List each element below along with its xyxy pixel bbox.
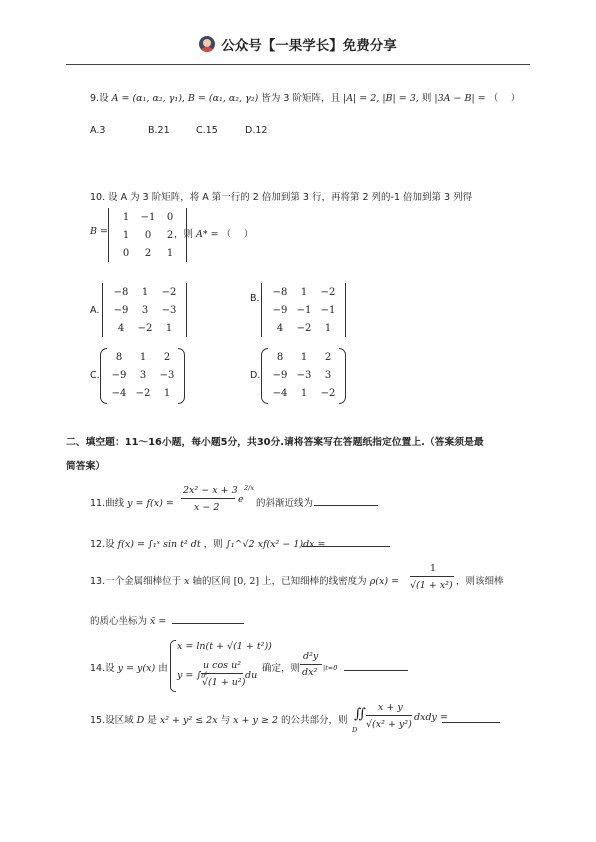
matrix-cell-r3c2: 2 (144, 247, 152, 259)
q11-tail: 的斜渐近线为 (256, 498, 314, 509)
question-9 (90, 90, 520, 104)
q11-exp-base: e (238, 494, 244, 505)
matrix-cell-r3c1: −4 (111, 387, 127, 399)
q11-numerator: 2x² − x + 3 (183, 485, 238, 496)
matrix-cell-r1c1: 8 (115, 351, 123, 363)
matrix-cell-r1c3: 2 (324, 351, 332, 363)
q9-option-b: B.21 (148, 125, 170, 136)
q15-region: D (352, 726, 358, 734)
q13-mid: 轴的区间 (192, 576, 231, 587)
q14-equation-2-num: u cos u² (203, 660, 241, 671)
matrix-entries (268, 283, 340, 337)
q15-stem: 15.设区域 (90, 715, 134, 726)
matrix-cell-r3c3: 1 (324, 322, 332, 334)
q10-then (174, 226, 253, 240)
q14-equation-1: x = ln(t + √(1 + t²)) (177, 641, 272, 652)
matrix-cell-r1c2: 1 (300, 351, 308, 363)
q13-denominator: √(1 + x²) (410, 580, 453, 591)
q9-condition: |A| = 2, |B| = 3, (343, 93, 419, 104)
matrix-cell-r2c3: −3 (161, 304, 177, 316)
matrix-entries (268, 348, 340, 402)
q15-and: 与 (220, 715, 231, 726)
q10-option-d-label: D. (250, 370, 261, 381)
matrix-right-bracket (178, 348, 185, 404)
q10-b-label (90, 226, 108, 237)
q15-answer-blank (442, 722, 500, 723)
page-header (0, 34, 596, 60)
matrix-left-bracket (100, 348, 107, 404)
matrix-cell-r2c3: 3 (324, 369, 332, 381)
matrix-cell-r2c1: 1 (122, 229, 130, 241)
avatar-icon (199, 36, 215, 52)
q11-denominator: x − 2 (194, 502, 220, 513)
q10-paren: （ ） (221, 229, 254, 240)
matrix-cell-r3c1: 4 (117, 322, 125, 334)
q14-confirm: 确定，则 (262, 663, 301, 674)
matrix-cell-r3c3: −2 (320, 387, 336, 399)
q9-stem: 9.设 (90, 93, 109, 104)
matrix-cell-r3c3: 1 (165, 322, 173, 334)
matrix-cell-r3c3: 1 (166, 247, 174, 259)
matrix-cell-r3c3: 1 (163, 387, 171, 399)
q10-option-b-label: B. (250, 293, 260, 304)
matrix-cell-r1c3: −2 (161, 286, 177, 298)
q9-paren: （ ） (488, 93, 521, 104)
q14-answer-blank (344, 670, 408, 671)
q11-stem: 11.曲线 (90, 498, 125, 509)
q12-definition: f(x) = ∫₁ˣ sin t² dt (117, 539, 201, 550)
q15-double-integral: ∬ (354, 706, 366, 722)
q10-option-c-label: C. (90, 370, 100, 381)
q13-mid2: 上，已知细棒的线密度为 (262, 576, 367, 587)
matrix-left-bracket (261, 283, 262, 337)
matrix-cell-r3c1: 0 (122, 247, 130, 259)
q15-tail: 的公共部分，则 (280, 715, 348, 726)
matrix-cell-r2c2: −1 (296, 304, 312, 316)
q14-func: y = y(x) (117, 663, 156, 674)
matrix-cell-r3c1: 4 (276, 322, 284, 334)
question-11 (90, 495, 174, 509)
q9-option-c: C.15 (196, 125, 218, 136)
q14-deriv-num: d²y (303, 651, 319, 662)
q10-option-a-label: A. (90, 305, 100, 316)
q9-option-d: D.12 (245, 125, 268, 136)
matrix-left-bracket (108, 208, 109, 262)
matrix-right-bracket (345, 283, 346, 337)
matrix-cell-r1c2: 1 (300, 286, 308, 298)
section-2-heading-cont: 简答案） (66, 461, 106, 472)
matrix-cell-r3c2: 1 (300, 387, 308, 399)
q10-then-text: ，则 (174, 229, 194, 240)
section-2-heading: 二、填空题：11～16小题，每小题5分，共30分.请将答案写在答题纸指定位置上.（答案须是最 (66, 437, 484, 448)
matrix-cell-r2c3: 2 (166, 229, 174, 241)
q10-option-a-matrix (102, 283, 188, 337)
q11-fraction-bar (181, 498, 235, 499)
q13-answer-blank (172, 623, 244, 624)
q15-fraction-bar (366, 715, 412, 716)
matrix-left-bracket (102, 283, 103, 337)
matrix-cell-r3c2: −2 (135, 387, 151, 399)
matrix-cell-r2c1: −9 (272, 304, 288, 316)
question-15 (90, 712, 348, 726)
q10-option-d-matrix (261, 348, 347, 402)
q11-lhs: y = f(x) = (127, 498, 174, 509)
question-14 (90, 660, 168, 674)
matrix-left-bracket (261, 348, 268, 404)
matrix-cell-r2c1: −9 (113, 304, 129, 316)
q13-line2-text: 的质心坐标为 (90, 616, 148, 627)
q12-stem: 12.设 (90, 539, 115, 550)
matrix-cell-r1c3: 2 (163, 351, 171, 363)
matrix-cell-r1c2: 1 (141, 286, 149, 298)
q13-x: x (184, 576, 190, 587)
q15-numerator: x + y (378, 702, 403, 713)
matrix-cell-r2c3: −1 (320, 304, 336, 316)
q10-ask: A* = (196, 229, 219, 240)
q13-stem: 13.一个金属细棒位于 (90, 576, 182, 587)
matrix-cell-r1c3: 0 (166, 211, 174, 223)
q13-fraction-bar (410, 576, 454, 577)
q9-mid: 皆为 3 阶矩阵，且 (261, 93, 340, 104)
q14-equation-2-den: √(1 + u²) (202, 677, 246, 688)
matrix-cell-r2c2: −3 (296, 369, 312, 381)
matrix-cell-r1c2: 1 (139, 351, 147, 363)
matrix-cell-r3c1: −4 (272, 387, 288, 399)
q9-formula: A = (α₁, α₂, γ₁), B = (α₁, α₂, γ₂) (111, 93, 259, 104)
q13-rho: ρ(x) = (369, 576, 400, 587)
header-title: 公众号【一果学长】免费分享 (221, 38, 397, 54)
q14-deriv-bar (300, 664, 322, 665)
q14-equation-2-du: du (245, 670, 258, 681)
matrix-cell-r1c1: 1 (122, 211, 130, 223)
matrix-cell-r1c1: −8 (113, 286, 129, 298)
matrix-cell-r2c1: −9 (111, 369, 127, 381)
q14-equation-2-bar (201, 673, 243, 674)
matrix-cell-r2c3: −3 (159, 369, 175, 381)
q14-stem: 14.设 (90, 663, 115, 674)
q13-numerator: 1 (430, 563, 437, 574)
q15-dxdy: dxdy = (414, 712, 448, 723)
matrix-cell-r3c2: −2 (137, 322, 153, 334)
q10-option-b-matrix (261, 283, 347, 337)
q10-option-c-matrix (100, 348, 186, 402)
matrix-cell-r1c2: −1 (140, 211, 156, 223)
q13-xbar: x̄ = (150, 616, 167, 627)
q13-tail: ，则该细棒 (456, 576, 504, 587)
matrix-entries (115, 208, 181, 262)
q14-equation-2-lhs: y = ∫₀ᵗ (177, 670, 208, 681)
matrix-cell-r1c1: −8 (272, 286, 288, 298)
q14-by: 由 (158, 663, 168, 674)
q15-d: D (136, 715, 145, 726)
q12-answer-blank (302, 546, 390, 547)
matrix-cell-r2c2: 0 (144, 229, 152, 241)
matrix-cell-r1c1: 8 (276, 351, 284, 363)
q15-inequality-1: x² + y² ≤ 2x (159, 715, 218, 726)
question-10-stem: 10. 设 A 为 3 阶矩阵，将 A 第一行的 2 倍加到第 3 行，再将第 2 列的-1 倍加到第 3 列得 (90, 192, 473, 203)
matrix-cell-r2c2: 3 (139, 369, 147, 381)
q15-inequality-2: x + y ≥ 2 (233, 715, 278, 726)
question-13 (90, 573, 399, 587)
matrix-entries (107, 348, 179, 402)
matrix-cell-r2c1: −9 (272, 369, 288, 381)
q9-option-a: A.3 (90, 125, 106, 136)
q9-ask: |3A − B| = (434, 93, 486, 104)
q14-brace (170, 640, 176, 692)
matrix-right-bracket (186, 283, 187, 337)
q14-deriv-den: dx² (302, 667, 318, 678)
q15-is: 是 (147, 715, 157, 726)
q15-denominator: √(x² + y²) (366, 719, 412, 730)
q12-integral: ∫₁^√2 xf(x² − 1)dx = (225, 539, 326, 550)
q11-answer-blank (314, 505, 378, 506)
q9-then: 则 (421, 93, 432, 104)
q11-exp-power: 2/x (244, 484, 254, 492)
matrix-cell-r1c3: −2 (320, 286, 336, 298)
q13-line2 (90, 613, 166, 627)
q12-mid: ，则 (203, 539, 223, 550)
matrix-right-bracket (339, 348, 346, 404)
matrix-entries (109, 283, 181, 337)
q13-interval: [0, 2] (233, 576, 260, 587)
q10-b-eq: B = (90, 226, 108, 237)
header-divider (66, 64, 530, 65)
matrix-cell-r3c2: −2 (296, 322, 312, 334)
question-12 (90, 536, 326, 550)
q14-eval-at: |t=0 (323, 664, 338, 672)
matrix-cell-r2c2: 3 (141, 304, 149, 316)
